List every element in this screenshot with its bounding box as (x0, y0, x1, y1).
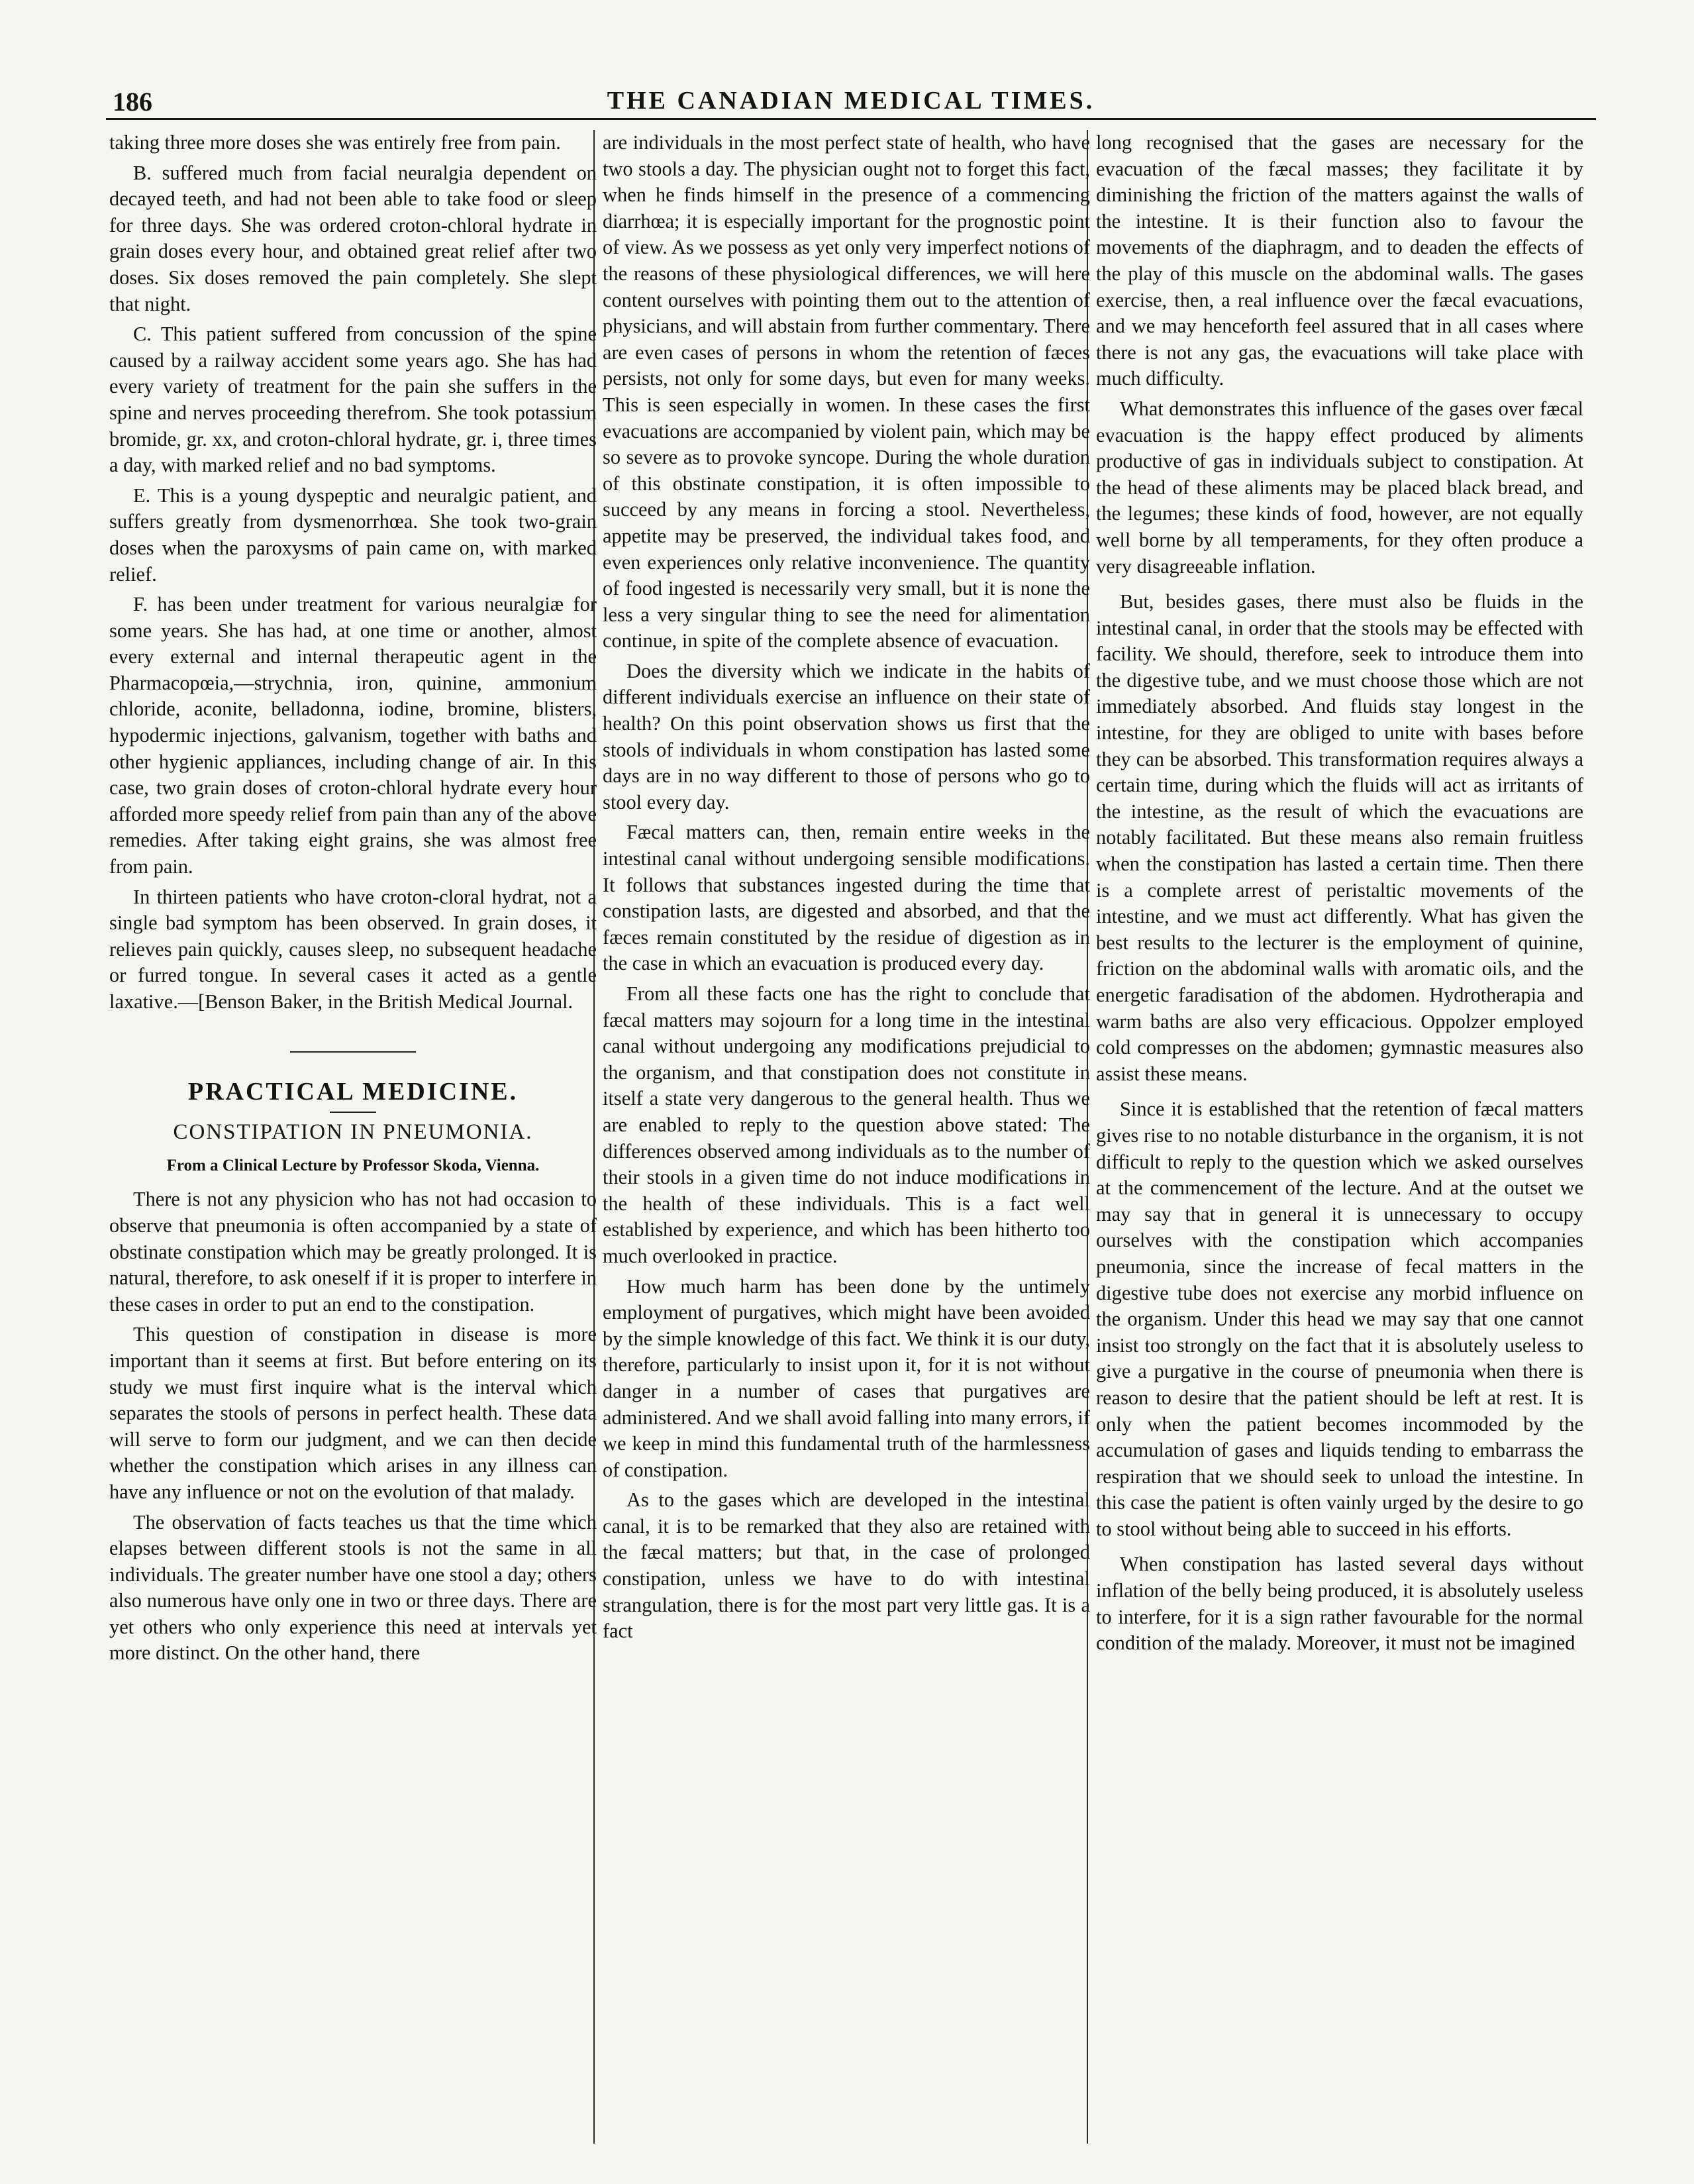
paragraph: What demonstrates this influence of the gases over fæcal evacuation is the happy effect produced by aliments productive of gas in individuals subject to constipation. At the head of these aliments may be placed black bread, and the legumes; these kinds of food, however, are not equally well borne by all temperaments, for they often produce a very disagreeable inflation. (1096, 397, 1583, 578)
paragraph: E. This is a young dyspeptic and neuralgic patient, and suffers greatly from dysmenorrhœa. She took two-grain doses when the paroxysms of pain came on, with marked relief. (109, 484, 597, 586)
section-separator (290, 1051, 416, 1053)
column-1 (109, 130, 597, 2144)
paragraph: B. suffered much from facial neuralgia dependent on decayed teeth, and had not been able to take food or sleep for three days. She was ordered croton-chloral hydrate in grain doses every hour, and obtained great relief after two doses. Six doses removed the pain completely. She slept that night. (109, 161, 597, 315)
page-header (106, 83, 1596, 120)
paragraph: From all these facts one has the right to conclude that fæcal matters may sojourn for a long time in the intestinal canal without undergoing any modifications prejudicial to the organism, and that constipation does not constitute in itself a state very dangerous to the general health. Thus we are enabled to reply to the question above stated: The differences observed among individuals as to the number of their stools in a given time do not induce modifications in the health of these individuals. This is a fact well established by experience, and which has been hitherto too much overlooked in practice. (603, 982, 1090, 1267)
paragraph: There is not any physicion who has not had occasion to observe that pneumonia is often accompanied by a state of obstinate constipation which may be greatly prolonged. It is natural, therefore, to ask oneself if it is proper to interfere in these cases in order to put an end to the constipation. (109, 1188, 597, 1316)
column-2 (603, 130, 1090, 2144)
paragraph: When constipation has lasted several days without inflation of the belly being produced, it is absolutely useless to interfere, for it is a sign rather favourable for the normal condition of the malady. Moreover, it must not be imagined (1096, 1553, 1583, 1655)
paragraph: taking three more doses she was entirely free from pain. (109, 131, 561, 154)
paragraph: The observation of facts teaches us that the time which elapses between different stools is not the same in all individuals. The greater number have one stool a day; others also numerous have only one in two or three days. There are yet others who only experience this need at intervals yet more distinct. On the other hand, there (109, 1510, 597, 1665)
byline: From a Clinical Lecture by Professor Skoda, Vienna. (166, 1156, 540, 1174)
paragraph: are individuals in the most perfect state of health, who have two stools a day. The physician ought not to forget this fact, when he finds himself in the presence of a commencing diarrhœa; it is especially important for the prognostic point of view. As we possess as yet only very imperfect notions of the reasons of these physiological differences, we will here content ourselves with pointing them out to the attention of physicians, and will abstain from further commentary. There are even cases of persons in whom the retention of fæces persists, not only for some days, but even for many weeks. This is seen especially in women. In these cases the first evacuations are accompanied by violent pain, which may be so severe as to provoke syncope. During the whole duration of this obstinate constipation, it is often impossible to succeed by any means in forcing a stool. Nevertheless, appetite may be preserved, the individual takes food, and even experiences only relative inconvenience. The quantity of food ingested is necessarily very small, but it is none the less a very singular thing to see the need for alimentation continue, in spite of the complete absence of evacuation. (603, 131, 1090, 652)
paragraph: Does the diversity which we indicate in the habits of different individuals exercise an influence on their state of health? On this point observation shows us first that the stools of individuals in whom constipation has lasted some days are in no way different to those of persons who go to stool every day. (603, 659, 1090, 813)
section-title: PRACTICAL MEDICINE. (187, 1077, 519, 1106)
paragraph: Since it is established that the retention of fæcal matters gives rise to no notable disturbance in the organism, it is not difficult to reply to the question which we asked ourselves at the commencement of the lecture. And at the outset we may say that in general it is unnecessary to occupy ourselves with the constipation which accompanies pneumonia, since the increase of fecal matters in the digestive tube does not exercise any morbid influence on the organism. Under this head we may say that one cannot insist too strongly on the fact that it is absolutely useless to give a purgative in the course of pneumonia when there is reason to desire that the patient should be left at rest. It is only when the patient becomes incommoded by the accumulation of gases and liquids tending to embarrass the respiration that we should seek to unload the intestine. In this case the patient is often vainly urged by the desire to go to stool without being able to succeed in his efforts. (1096, 1098, 1583, 1540)
paragraph: C. This patient suffered from concussion of the spine caused by a railway accident some years ago. She has had every variety of treatment for the pain she suffers in the spine and nerves proceeding therefrom. She took potassium bromide, gr. xx, and croton-chloral hydrate, gr. i, three times a day, with marked relief and no bad symptoms. (109, 323, 597, 477)
page-number: 186 (113, 87, 152, 117)
paragraph: As to the gases which are developed in the intestinal canal, it is to be remarked that they also are retained with the fæcal matters; but that, in the case of prolonged constipation, unless we have to do with intestinal strangulation, there is for the most part very little gas. It is a fact (603, 1488, 1090, 1643)
paragraph: In thirteen patients who have croton-cloral hydrat, not a single bad symptom has been observed. In grain doses, it relieves pain quickly, causes sleep, no subsequent headache or furred tongue. In several cases it acted as a gentle laxative.—[Benson Baker, in the British Medical Journal. (109, 885, 597, 1013)
paragraph: Fæcal matters can, then, remain entire weeks in the intestinal canal without undergoing sensible modifications. It follows that substances ingested during the time that constipation lasts, are digested and absorbed, and that the fæces remain constituted by the residue of digestion as in the case in which an evacuation is produced every day. (603, 821, 1090, 975)
journal-title: THE CANADIAN MEDICAL TIMES. (607, 87, 1095, 115)
paragraph: This question of constipation in disease is more important than it seems at first. But before entering on its study we must first inquire what is the interval which separates the stools of persons in perfect health. These data will serve to form our judgment, and we can then decide whether the constipation which arises in any illness can have any influence or not on the evolution of that malady. (109, 1323, 597, 1503)
paragraph: How much harm has been done by the untimely employment of purgatives, which might have been avoided by the simple knowledge of this fact. We think it is our duty, therefore, particularly to insist upon it, for it is not without danger in a number of cases that purgatives are administered. And we shall avoid falling into many errors, if we keep in mind this fundamental truth of the harmlessness of constipation. (603, 1274, 1090, 1481)
column-3 (1096, 130, 1583, 2144)
title-rule (330, 1112, 376, 1113)
subsection-title: CONSTIPATION IN PNEUMONIA. (173, 1120, 533, 1145)
paragraph: long recognised that the gases are necessary for the evacuation of the fæcal masses; they facilitate it by diminishing the friction of the matters against the walls of the intestine. It is their function also to favour the movements of the diaphragm, and to deaden the effects of the play of this muscle on the abdominal walls. The gases exercise, then, a real influence over the fæcal evacuations, and we may henceforth feel assured that in all cases where there is not any gas, the evacuations will take place with much difficulty. (1096, 131, 1583, 390)
paragraph: F. has been under treatment for various neuralgiæ for some years. She has had, at one time or another, almost every external and internal therapeutic agent in the Pharmacopœia,—strychnia, iron, quinine, ammonium chloride, aconite, belladonna, iodine, bromine, blisters, hypodermic injections, galvanism, together with baths and other hygienic appliances, including change of air. In this case, two grain doses of croton-chloral hydrate every hour afforded more speedy relief from pain than any of the above remedies. After taking eight grains, she was almost free from pain. (109, 593, 597, 878)
paragraph: But, besides gases, there must also be fluids in the intestinal canal, in order that the stools may be effected with facility. We should, therefore, seek to introduce them into the digestive tube, and we must choose those which are not immediately absorbed. And fluids stay longest in the intestine, for they are obliged to unite with bases before they can be absorbed. This transformation requires always a certain time, during which the fluids will act as irritants of the intestine, as the result of which the evacuations are notably facilitated. But these means also remain fruitless when the constipation has lasted a certain time. Then there is a complete arrest of peristaltic movements of the intestine, and we must act differently. What has given the best results to the lecturer is the employment of quinine, friction on the abdominal walls with aromatic oils, and the energetic faradisation of the abdomen. Hydrotherapia and warm baths are also very efficacious. Oppolzer employed cold compresses on the abdomen; gymnastic measures also assist these means. (1096, 590, 1583, 1085)
